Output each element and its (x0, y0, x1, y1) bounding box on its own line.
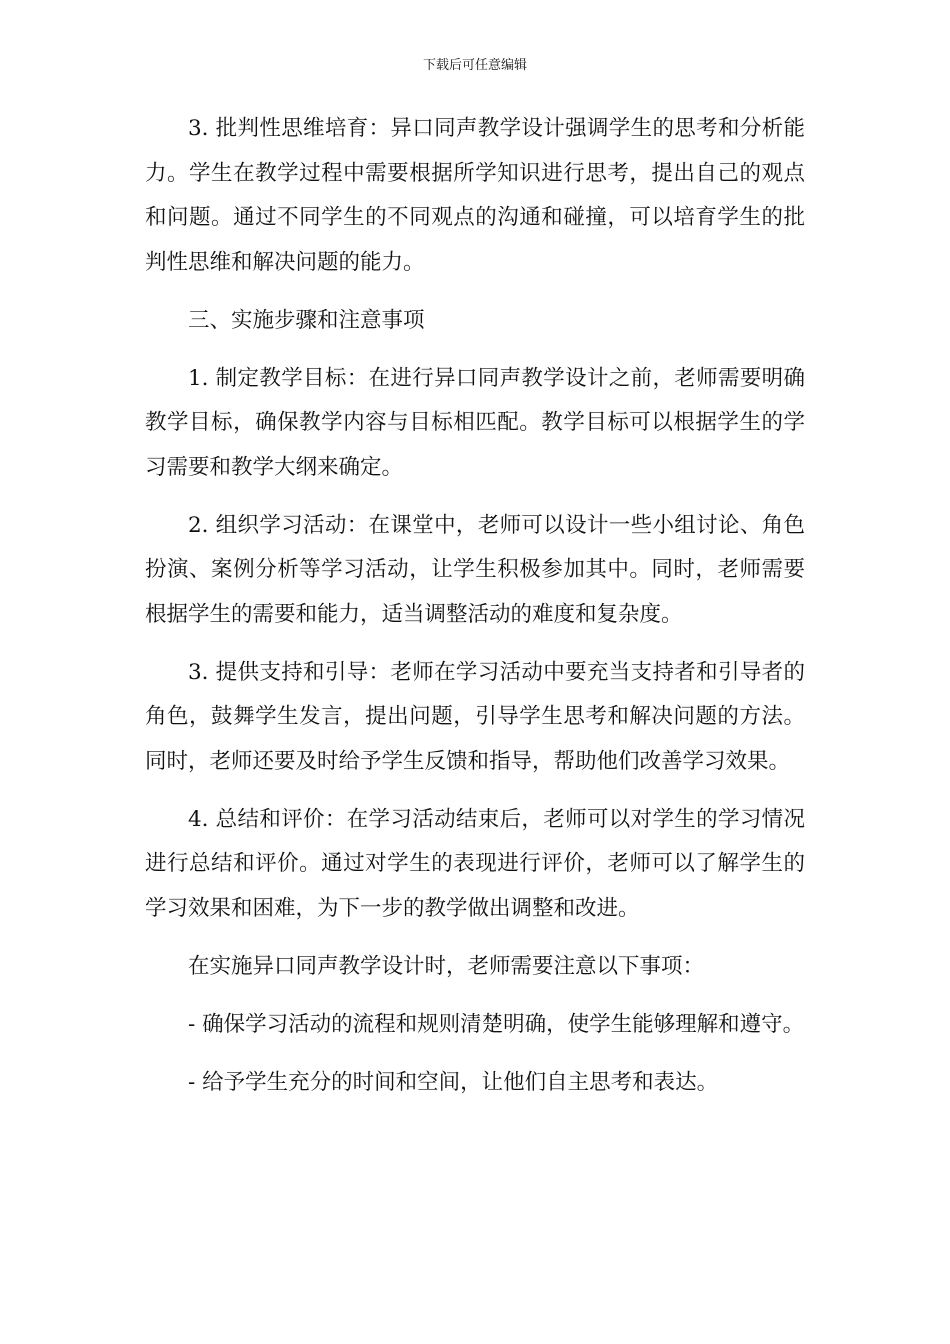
paragraph-step-4: 4. 总结和评价：在学习活动结束后，老师可以对学生的学习情况进行总结和评价。通过对学生的表现进行评价，老师可以了解学生的学习效果和困难，为下一步的教学做出调整和改进。 (145, 806, 805, 921)
paragraph-step-1: 1. 制定教学目标：在进行异口同声教学设计之前，老师需要明确教学目标，确保教学内容与目标相匹配。教学目标可以根据学生的学习需要和教学大纲来确定。 (145, 365, 805, 480)
paragraph-critical-thinking: 3. 批判性思维培育：异口同声教学设计强调学生的思考和分析能力。学生在教学过程中需要根据所学知识进行思考，提出自己的观点和问题。通过不同学生的不同观点的沟通和碰撞，可以培育学生的批判性思维和解决问题的能力。 (145, 116, 805, 275)
section-heading-implementation: 三、实施步骤和注意事项 (188, 307, 425, 333)
paragraph-note-2: - 给予学生充分的时间和空间，让他们自主思考和表达。 (188, 1069, 719, 1095)
paragraph-notes-intro: 在实施异口同声教学设计时，老师需要注意以下事项： (188, 953, 705, 979)
document-body (145, 107, 805, 1119)
paragraph-step-3: 3. 提供支持和引导：老师在学习活动中要充当支持者和引导者的角色，鼓舞学生发言，提出问题，引导学生思考和解决问题的方法。同时，老师还要及时给予学生反馈和指导，帮助他们改善学习效果。 (145, 659, 805, 774)
page-header: 下载后可任意编辑 (422, 58, 527, 73)
paragraph-note-1: - 确保学习活动的流程和规则清楚明确，使学生能够理解和遵守。 (188, 1011, 805, 1037)
paragraph-step-2: 2. 组织学习活动：在课堂中，老师可以设计一些小组讨论、角色扮演、案例分析等学习活动，让学生积极参加其中。同时，老师需要根据学生的需要和能力，适当调整活动的难度和复杂度。 (145, 512, 805, 627)
